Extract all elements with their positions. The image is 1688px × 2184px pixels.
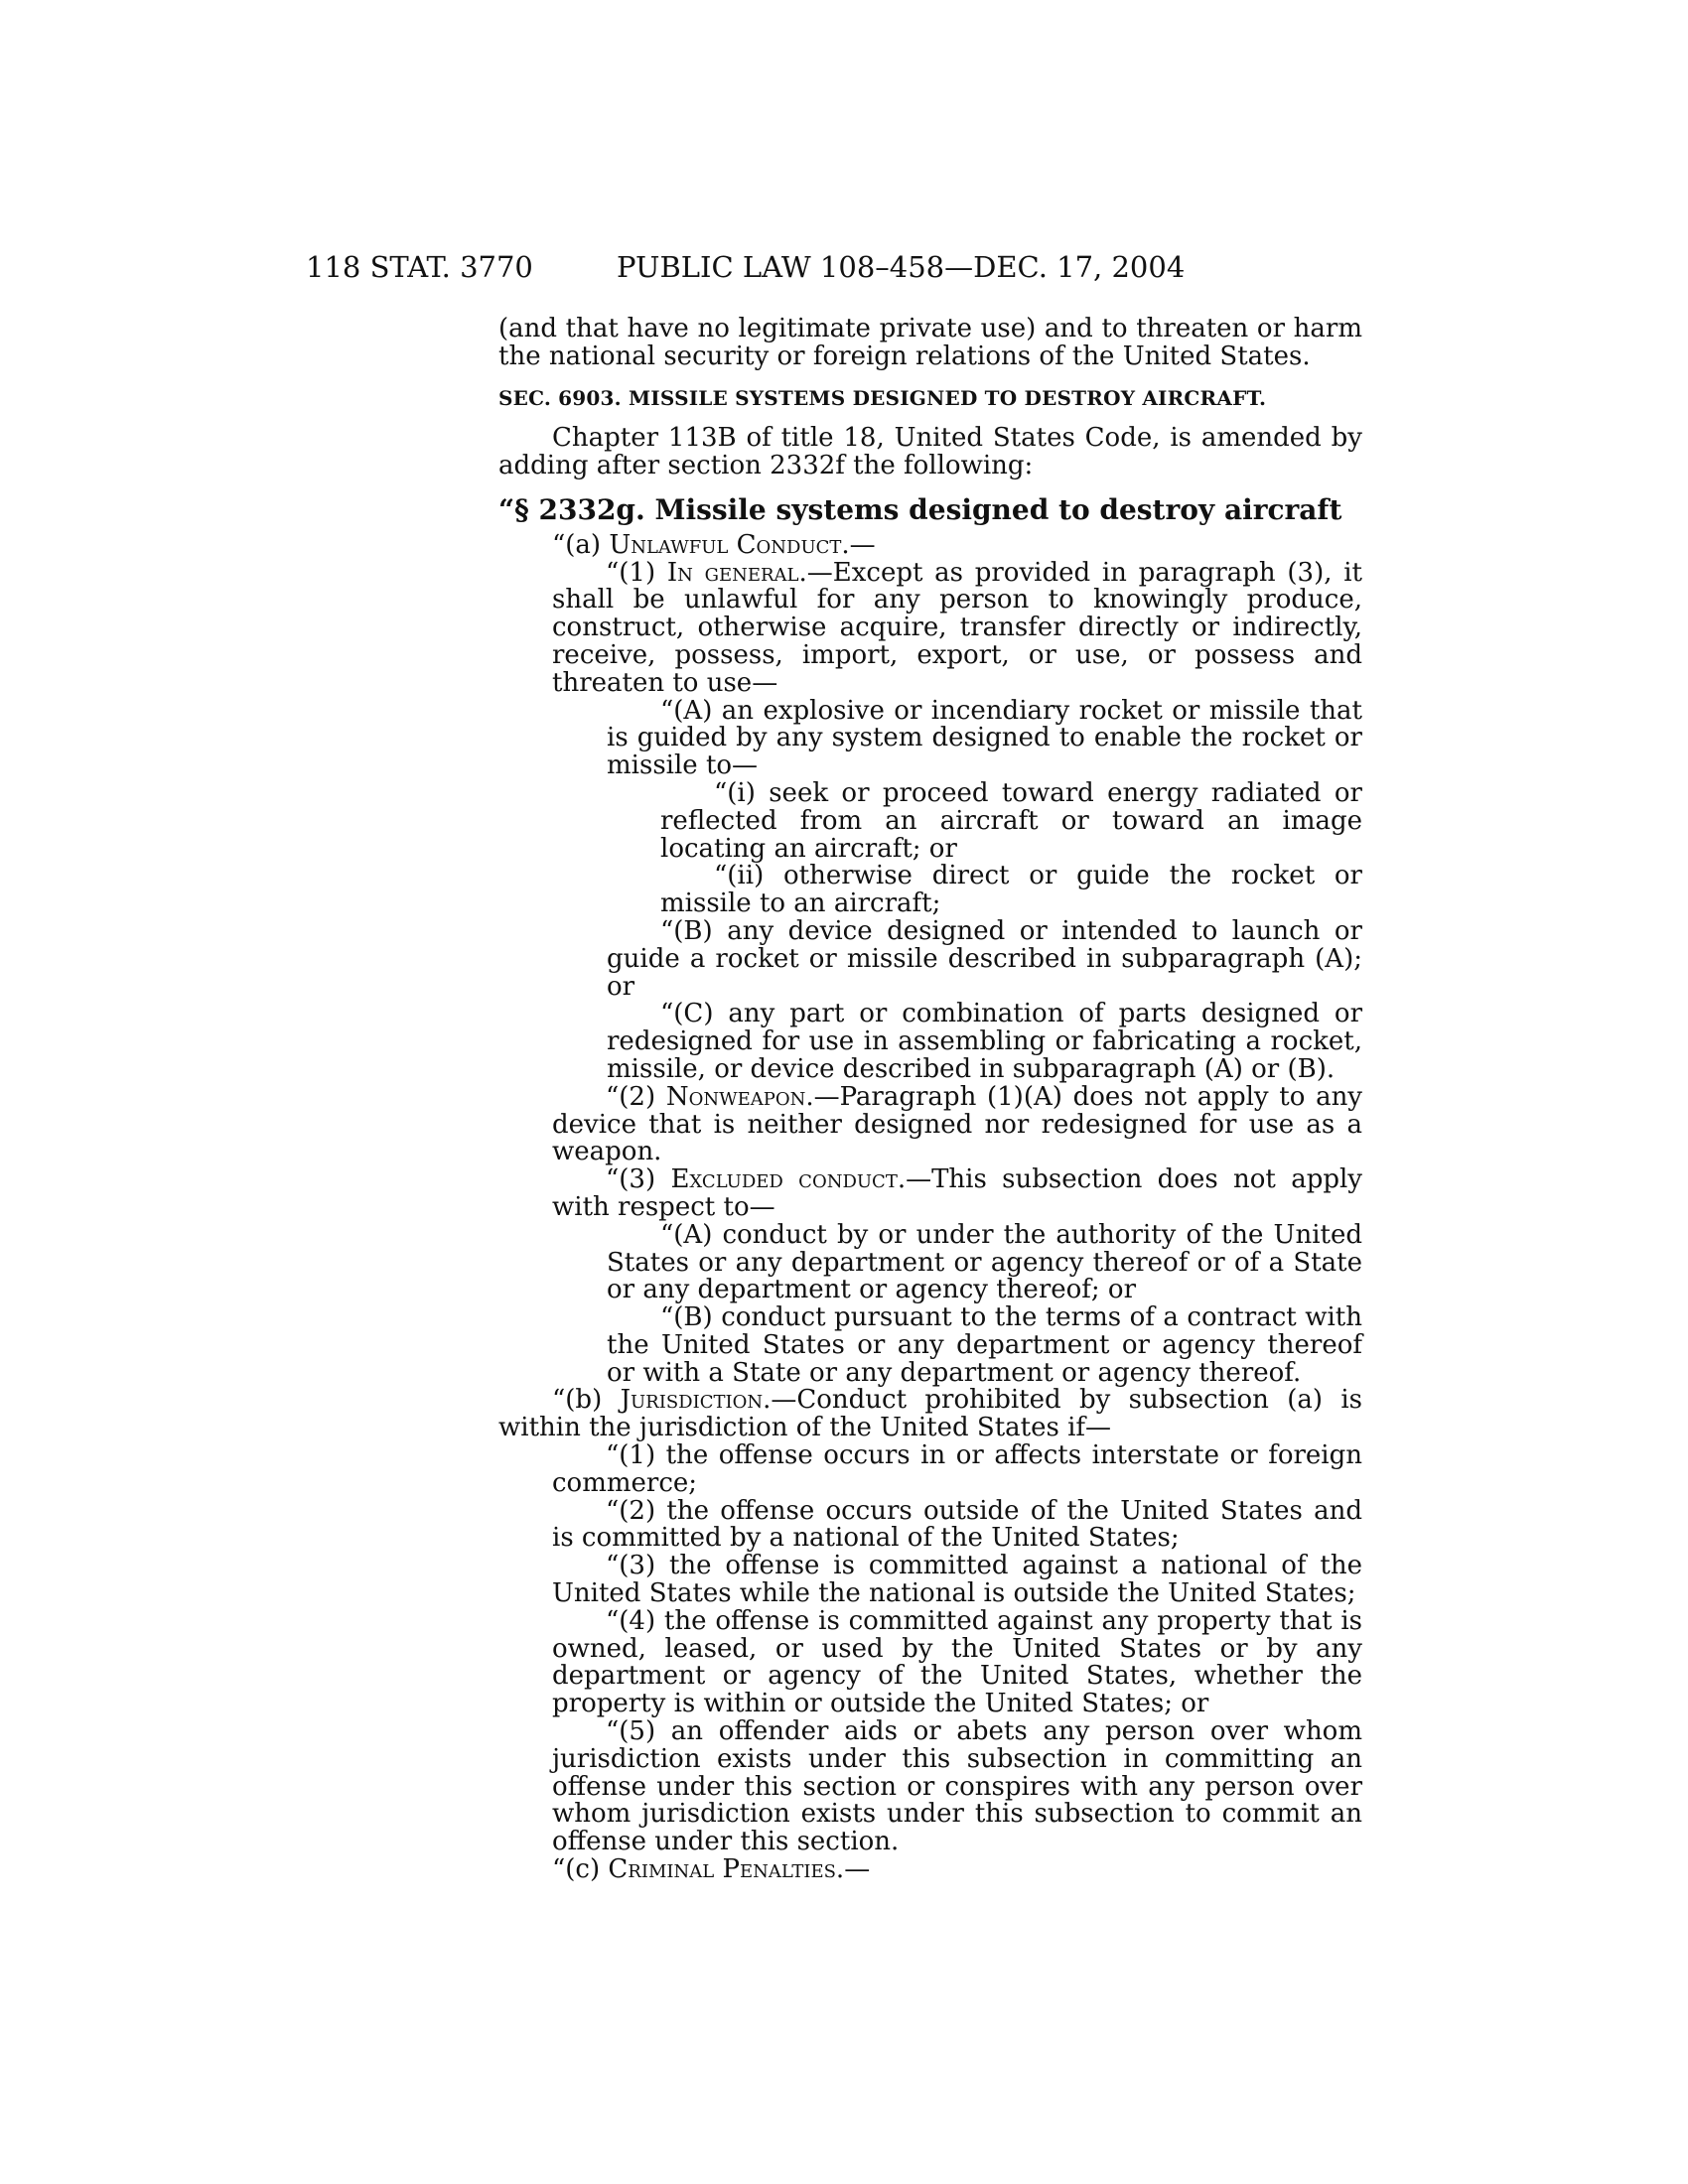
statute-page-number: 118 STAT. 3770 (306, 250, 533, 284)
paragraph-b1: “(1) the offense occurs in or affects interstate or foreign commerce; (552, 1440, 1362, 1498)
paragraph-b2: “(2) the offense occurs outside of the United States and is committed by a national of the United States; (552, 1495, 1362, 1554)
paragraph-a2: “(2) Nonweapon.—Paragraph (1)(A) does not apply to any device that is neither designed nor redesigned for use as a weapon. (552, 1081, 1362, 1167)
paragraph-b5: “(5) an offender aids or abets any person over whom jurisdiction exists under this subsection in committing an offense under this section or conspires with any person over whom jurisdiction exists under this subsection to commit an offense under this section. (552, 1716, 1362, 1857)
amendment-paragraph: Chapter 113B of title 18, United States Code, is amended by adding after section 2332f the following: (498, 423, 1362, 481)
paragraph-a1: “(1) In general.—Except as provided in paragraph (3), it shall be unlawful for any person to knowingly produce, construct, otherwise acquire, transfer directly or indirectly, receive, possess, import, export, or use, or possess and threaten to use— (552, 557, 1362, 698)
clause-a1Ai: “(i) seek or proceed toward energy radiated or reflected from an aircraft or toward an image locating an aircraft; or (660, 777, 1362, 864)
subparagraph-a1B: “(B) any device designed or intended to launch or guide a rocket or missile described in subparagraph (A); or (607, 915, 1362, 1002)
paragraph-b4: “(4) the offense is committed against any property that is owned, leased, or used by the United States or by any department or agency of the United States, whether the property is within or outside the United States; or (552, 1605, 1362, 1719)
subsection-a-heading: “(a) Unlawful Conduct.— (552, 529, 876, 560)
paragraph-b3: “(3) the offense is committed against a national of the United States while the national is outside the United States; (552, 1551, 1362, 1609)
subsection-heading: “§ 2332g. Missile systems designed to destroy aircraft (498, 492, 1342, 526)
subparagraph-a1C: “(C) any part or combination of parts designed or redesigned for use in assembling or fabricating a rocket, missile, or device described in subparagraph (A) or (B). (607, 999, 1362, 1084)
subsection-c-heading: “(c) Criminal Penalties.— (552, 1854, 871, 1885)
paragraph-a3: “(3) Excluded conduct.—This subsection does not apply with respect to— (552, 1164, 1362, 1222)
document-body (498, 316, 1362, 1884)
subparagraph-a1A: “(A) an explosive or incendiary rocket or missile that is guided by any system designed to enable the rocket or missile to— (607, 695, 1362, 781)
intro-paragraph: (and that have no legitimate private use) and to threaten or harm the national security or foreign relations of the United States. (498, 314, 1362, 371)
public-law-citation: PUBLIC LAW 108–458—DEC. 17, 2004 (617, 250, 1186, 284)
subsection-b: “(b) Jurisdiction.—Conduct prohibited by subsection (a) is within the jurisdiction of the United States if— (498, 1385, 1362, 1443)
section-heading: SEC. 6903. MISSILE SYSTEMS DESIGNED TO DESTROY AIRCRAFT. (498, 385, 1267, 410)
subparagraph-a3A: “(A) conduct by or under the authority of the United States or any department or agency thereof or of a State or any department or agency thereof; or (607, 1219, 1362, 1305)
clause-a1Aii: “(ii) otherwise direct or guide the rocket or missile to an aircraft; (660, 861, 1362, 919)
subparagraph-a3B: “(B) conduct pursuant to the terms of a contract with the United States or any department or agency thereof or with a State or any department or agency thereof. (607, 1302, 1362, 1388)
